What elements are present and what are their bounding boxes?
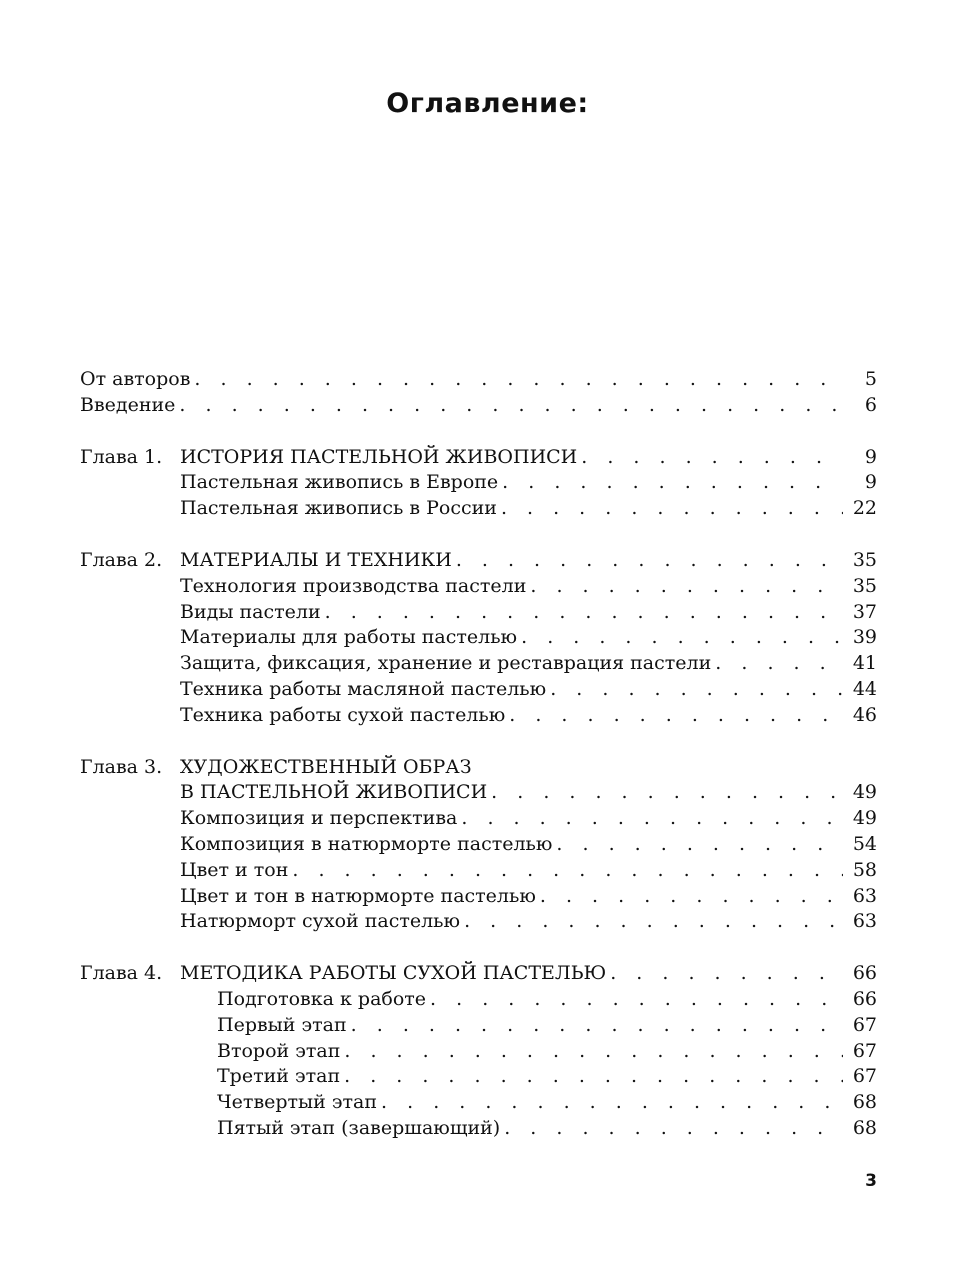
toc-entry-title: Первый этап xyxy=(217,1013,347,1036)
dot-leader xyxy=(581,445,843,471)
toc-entry[interactable] xyxy=(80,884,877,910)
dot-leader xyxy=(501,496,843,522)
toc-entry[interactable] xyxy=(80,1039,877,1065)
toc-entry-page: 67 xyxy=(852,1065,877,1088)
toc-entry-title: Виды пастели xyxy=(180,600,321,623)
toc-entry-title: Четвертый этап xyxy=(217,1091,378,1114)
toc-entry-title: Второй этап xyxy=(217,1039,341,1062)
toc-entry-page: 35 xyxy=(852,574,877,597)
page-number: 3 xyxy=(865,1171,877,1191)
dot-leader xyxy=(530,574,843,600)
toc-entry-page: 68 xyxy=(852,1116,877,1139)
toc-entry-page: 49 xyxy=(852,781,877,804)
dot-leader xyxy=(521,625,843,651)
toc-entry[interactable] xyxy=(80,574,877,600)
toc-entry-title: Защита, фиксация, хранение и реставрация пастели xyxy=(180,652,712,675)
dot-leader xyxy=(194,367,843,393)
toc-entry-page: 6 xyxy=(864,393,877,416)
toc-entry-introduction[interactable] xyxy=(80,393,877,419)
toc-entry-title: Натюрморт сухой пастелью xyxy=(180,910,461,933)
toc-entry-page: 44 xyxy=(852,677,877,700)
dot-leader xyxy=(464,909,843,935)
dot-leader xyxy=(179,393,843,419)
toc-entry-title: Пятый этап (завершающий) xyxy=(217,1116,501,1139)
toc-entry-title: Техника работы масляной пастелью xyxy=(180,677,547,700)
toc-entry[interactable] xyxy=(80,677,877,703)
chapter-label: Глава 2. xyxy=(80,548,163,571)
page-title: Оглавление: xyxy=(386,88,589,119)
toc-entry-page: 35 xyxy=(852,548,877,571)
toc-entry[interactable] xyxy=(80,987,877,1013)
toc-entry-title: Техника работы сухой пастелью xyxy=(180,703,506,726)
dot-leader xyxy=(456,548,843,574)
toc-entry-page: 68 xyxy=(852,1091,877,1114)
toc-entry[interactable] xyxy=(80,806,877,832)
chapter-title: МЕТОДИКА РАБОТЫ СУХОЙ ПАСТЕЛЬЮ xyxy=(180,962,607,985)
toc-entry-title: Цвет и тон в натюрморте пастелью xyxy=(180,884,536,907)
toc-entry[interactable] xyxy=(80,600,877,626)
toc-entry[interactable] xyxy=(80,496,877,522)
toc-entry-page: 9 xyxy=(864,471,877,494)
dot-leader xyxy=(550,677,843,703)
toc-chapter-4[interactable] xyxy=(80,961,877,987)
dot-leader xyxy=(504,1116,843,1142)
toc-entry-title: Материалы для работы пастелью xyxy=(180,626,518,649)
dot-leader xyxy=(292,858,843,884)
toc-entry-title: От авторов xyxy=(80,368,191,390)
toc-entry-page: 63 xyxy=(852,884,877,907)
toc-entry-page: 49 xyxy=(852,807,877,830)
dot-leader xyxy=(556,832,843,858)
toc-entry[interactable] xyxy=(80,1116,877,1142)
toc-chapter-3-continued[interactable] xyxy=(80,780,877,806)
toc-entry-page: 67 xyxy=(852,1039,877,1062)
toc-entry-title: Пастельная живопись в России xyxy=(180,497,497,520)
dot-leader xyxy=(344,1064,843,1090)
toc-entry[interactable] xyxy=(80,832,877,858)
dot-leader xyxy=(502,470,843,496)
dot-leader xyxy=(610,961,843,987)
toc-entry-title: Композиция и перспектива xyxy=(180,807,458,830)
toc-entry-page: 66 xyxy=(852,962,877,985)
toc-entry-title: Введение xyxy=(80,393,176,416)
dot-leader xyxy=(461,806,843,832)
toc-entry-page: 46 xyxy=(852,703,877,726)
toc-entry-page: 54 xyxy=(852,832,877,855)
toc-entry-title: Пастельная живопись в Европе xyxy=(180,471,499,494)
toc-entry-page: 41 xyxy=(852,652,877,675)
toc-entry-page: 9 xyxy=(864,445,877,468)
toc-entry-page: 39 xyxy=(852,626,877,649)
dot-leader xyxy=(325,600,843,626)
toc-chapter-3[interactable] xyxy=(80,755,877,781)
toc-entry[interactable] xyxy=(80,470,877,496)
toc-entry-title: Композиция в натюрморте пастелью xyxy=(180,832,553,855)
dot-leader xyxy=(381,1090,843,1116)
dot-leader xyxy=(540,884,843,910)
toc-entry-page: 58 xyxy=(852,858,877,881)
toc-chapter-1[interactable] xyxy=(80,445,877,471)
chapter-title: В ПАСТЕЛЬНОЙ ЖИВОПИСИ xyxy=(180,781,488,804)
dot-leader xyxy=(715,651,843,677)
toc-entry[interactable] xyxy=(80,651,877,677)
dot-leader xyxy=(351,1013,843,1039)
dot-leader xyxy=(491,780,843,806)
toc-chapter-2[interactable] xyxy=(80,548,877,574)
chapter-title: МАТЕРИАЛЫ И ТЕХНИКИ xyxy=(180,548,452,571)
toc-entry[interactable] xyxy=(80,1090,877,1116)
toc-entry-page: 5 xyxy=(864,368,877,390)
chapter-label: Глава 3. xyxy=(80,755,163,778)
toc-entry[interactable] xyxy=(80,1013,877,1039)
toc-entry-title: Технология производства пастели xyxy=(180,574,527,597)
toc-entry-page: 66 xyxy=(852,987,877,1010)
toc-entry[interactable] xyxy=(80,909,877,935)
chapter-label: Глава 1. xyxy=(80,445,163,468)
toc-entry-page: 22 xyxy=(852,497,877,520)
toc-entry[interactable] xyxy=(80,858,877,884)
toc-entry-title: Подготовка к работе xyxy=(217,987,427,1010)
toc-entry-page: 67 xyxy=(852,1013,877,1036)
chapter-label: Глава 4. xyxy=(80,962,163,985)
toc-entry-page: 37 xyxy=(852,600,877,623)
toc-entry-from-authors[interactable] xyxy=(80,367,877,393)
dot-leader xyxy=(509,703,843,729)
dot-leader xyxy=(430,987,843,1013)
toc-entry-page: 63 xyxy=(852,910,877,933)
toc-entry-title: Цвет и тон xyxy=(180,858,289,881)
toc-entry[interactable] xyxy=(80,1064,877,1090)
toc-entry-title: Третий этап xyxy=(217,1065,341,1088)
toc-entry[interactable] xyxy=(80,703,877,729)
chapter-title: ХУДОЖЕСТВЕННЫЙ ОБРАЗ xyxy=(180,755,472,778)
dot-leader xyxy=(344,1039,843,1065)
toc-entry[interactable] xyxy=(80,625,877,651)
table-of-contents xyxy=(80,367,877,1142)
chapter-title: ИСТОРИЯ ПАСТЕЛЬНОЙ ЖИВОПИСИ xyxy=(180,445,578,468)
